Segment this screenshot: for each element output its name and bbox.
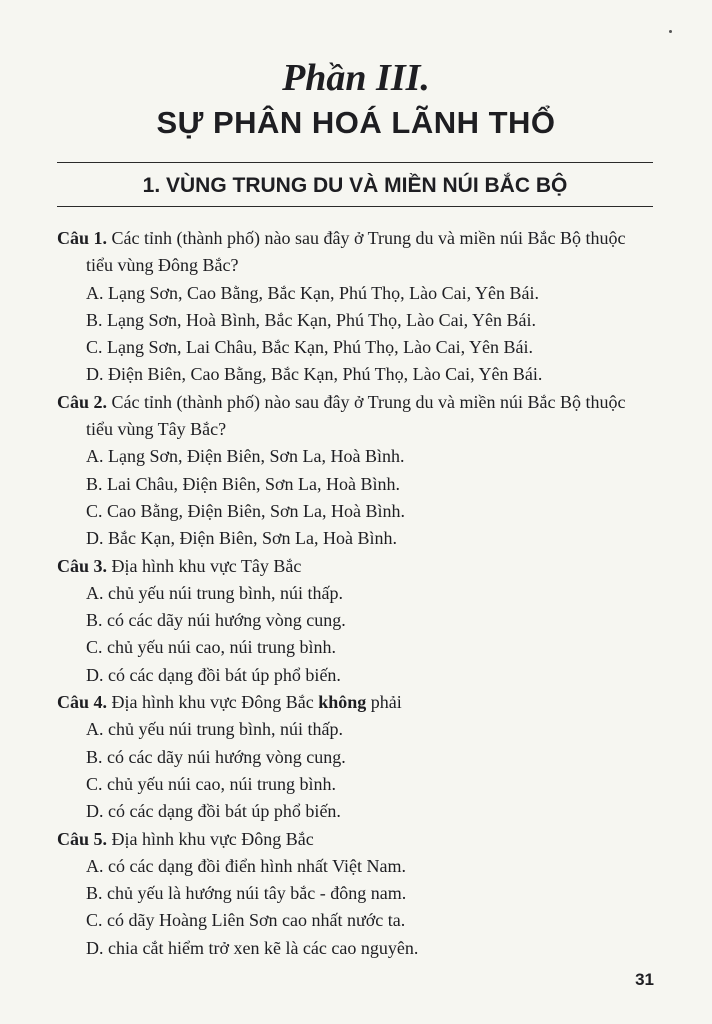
answer-option-c: C. có dãy Hoàng Liên Sơn cao nhất nước ta.	[86, 910, 406, 931]
answer-option-b: B. chủ yếu là hướng núi tây bắc - đông nam.	[86, 883, 407, 904]
question-stem	[57, 689, 655, 716]
answer-option-a: A. chủ yếu núi trung bình, núi thấp.	[86, 719, 343, 740]
answer-option-a: A. Lạng Sơn, Điện Biên, Sơn La, Hoà Bình.	[86, 446, 405, 467]
answer-option-b: B. Lạng Sơn, Hoà Bình, Bắc Kạn, Phú Thọ, Lào Cai, Yên Bái.	[86, 309, 536, 330]
answer-option-d: D. có các dạng đồi bát úp phổ biến.	[86, 801, 341, 822]
question-label: Câu 5.	[57, 828, 108, 849]
answer-option-d: D. Bắc Kạn, Điện Biên, Sơn La, Hoà Bình.	[86, 528, 397, 549]
answer-option-c: C. chủ yếu núi cao, núi trung bình.	[86, 637, 336, 658]
question-stem	[57, 225, 655, 252]
question-text: Các tỉnh (thành phố) nào sau đây ở Trung du và miền núi Bắc Bộ thuộc	[111, 391, 626, 412]
answer-option-c: C. chủ yếu núi cao, núi trung bình.	[86, 773, 336, 794]
answer-option-b: B. Lai Châu, Điện Biên, Sơn La, Hoà Bình.	[86, 473, 400, 494]
question-stem-continued: tiểu vùng Tây Bắc?	[86, 419, 227, 440]
question-list	[57, 225, 655, 962]
question-label: Câu 3.	[57, 555, 108, 576]
question-label: Câu 1.	[57, 228, 108, 248]
negation-emphasis: không	[318, 692, 367, 713]
question-stem	[57, 389, 655, 416]
question-text-start: Địa hình khu vực Đông Bắc	[111, 692, 319, 713]
question-text-end: phải	[366, 692, 402, 713]
answer-option-a: A. chủ yếu núi trung bình, núi thấp.	[86, 582, 343, 603]
question-text	[112, 692, 402, 712]
page-number: 31	[635, 970, 654, 989]
answer-option-a: A. Lạng Sơn, Cao Bằng, Bắc Kạn, Phú Thọ, Lào Cai, Yên Bái.	[86, 282, 539, 303]
question-text: Địa hình khu vực Đông Bắc	[111, 828, 314, 849]
divider-top	[57, 162, 653, 163]
answer-option-d: D. chia cắt hiểm trở xen kẽ là các cao nguyên.	[86, 937, 419, 958]
answer-option-a: A. có các dạng đồi điển hình nhất Việt Nam.	[86, 855, 407, 876]
answer-option-d: D. Điện Biên, Cao Bằng, Bắc Kạn, Phú Thọ, Lào Cai, Yên Bái.	[86, 364, 543, 385]
chapter-title: 1. VÙNG TRUNG DU VÀ MIỀN NÚI BẮC BỘ	[142, 174, 568, 197]
question-stem	[57, 826, 655, 853]
divider-bottom	[57, 206, 653, 207]
question-text: Các tỉnh (thành phố) nào sau đây ở Trung du và miền núi Bắc Bộ thuộc	[111, 228, 626, 248]
answer-option-c: C. Lạng Sơn, Lai Châu, Bắc Kạn, Phú Thọ, Lào Cai, Yên Bái.	[86, 337, 533, 358]
print-mark	[669, 30, 672, 33]
answer-option-b: B. có các dãy núi hướng vòng cung.	[86, 610, 346, 631]
question-label: Câu 4.	[57, 692, 108, 713]
part-title: Phần III.	[282, 57, 430, 99]
answer-option-c: C. Cao Bằng, Điện Biên, Sơn La, Hoà Bình.	[86, 500, 405, 521]
question-stem-continued: tiểu vùng Đông Bắc?	[86, 255, 239, 276]
question-label: Câu 2.	[57, 391, 108, 412]
answer-option-b: B. có các dãy núi hướng vòng cung.	[86, 746, 346, 767]
answer-option-d: D. có các dạng đồi bát úp phổ biến.	[86, 664, 341, 685]
section-title: SỰ PHÂN HOÁ LÃNH THỔ	[156, 105, 556, 140]
question-stem	[57, 553, 655, 580]
question-text: Địa hình khu vực Tây Bắc	[111, 555, 302, 576]
